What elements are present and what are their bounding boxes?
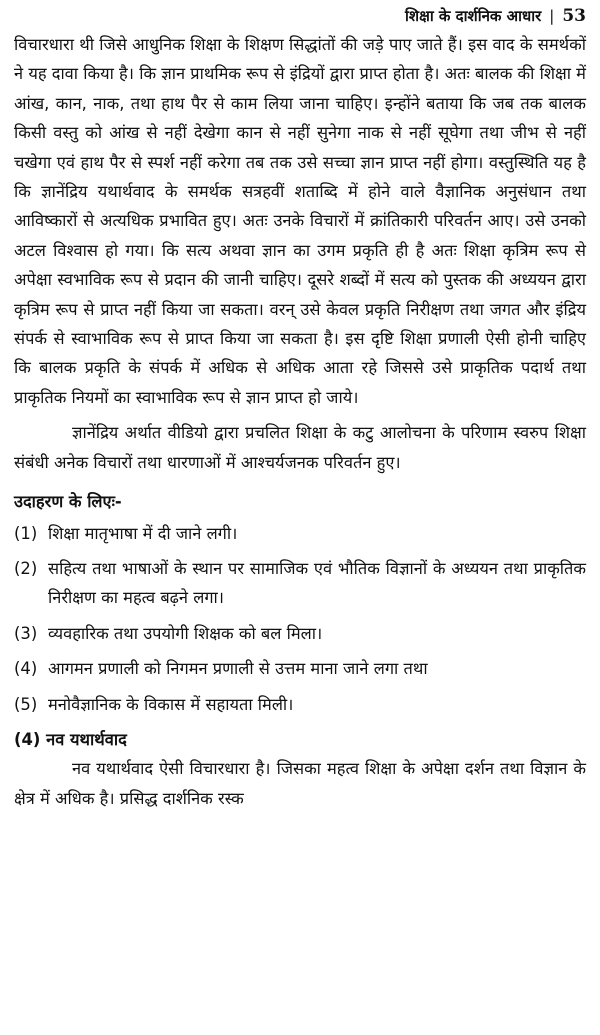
chapter-title: शिक्षा के दार्शनिक आधार: [404, 7, 542, 25]
page-number: 53: [562, 6, 586, 26]
body-paragraph-1: विचारधारा थी जिसे आधुनिक शिक्षा के शिक्षण सिद्धांतों की जड़े पाए जाते हैं। इस वाद के समर्थकों ने यह दावा किया है। कि ज्ञान प्राथमिक रूप से इंद्रियों द्वारा प्राप्त होता है। अतः बालक की शिक्षा में आंख, कान, नाक, तथा हाथ पैर से काम लिया जाना चाहिए। इन्होंने बताया कि जब तक बालक किसी वस्तु को आंख से नहीं देखेगा कान से नहीं सुनेगा नाक से नहीं सूघेगा तथा जीभ से नहीं चखेगा एवं हाथ पैर से स्पर्श नहीं करेगा तब तक उसे सच्चा ज्ञान प्राप्त नहीं होगा। वस्तुस्थिति यह है कि ज्ञानेंद्रिय यथार्थवाद के समर्थक सत्रहवीं शताब्दि में होने वाले वैज्ञानिक अनुसंधान तथा आविष्कारों से अत्यधिक प्रभावित हुए। अतः उनके विचारों में क्रांतिकारी परिवर्तन आए। उसे उनको अटल विश्वास हो गया। कि सत्य अथवा ज्ञान का उगम प्रकृति ही है अतः शिक्षा कृत्रिम रूप से अपेक्षा स्वभाविक रूप से प्रदान की जानी चाहिए। दूसरे शब्दों में सत्य को पुस्तक की अध्ययन द्वारा कृत्रिम रूप से प्राप्त नहीं किया जा सकता। वरन् उसे केवल प्रकृति निरीक्षण तथा जगत और इंद्रिय संपर्क से स्वाभाविक रूप से प्राप्त किया जा सकता है। इस दृष्टि शिक्षा प्रणाली ऐसी होनी चाहिए कि बालक प्रकृति के संपर्क में अधिक से अधिक आता रहे जिससे उसे प्राकृतिक पदार्थ तथा प्राकृतिक नियमों का स्वाभाविक रूप से ज्ञान प्राप्त हो जाये।: [14, 35, 586, 407]
header-separator: |: [549, 7, 555, 25]
list-item: [14, 690, 586, 719]
list-item-text: व्यवहारिक तथा उपयोगी शिक्षक को बल मिला।: [48, 623, 323, 643]
section-paragraph: नव यथार्थवाद ऐसी विचारधारा है। जिसका महत्व शिक्षा के अपेक्षा दर्शन तथा विज्ञान के क्षेत्र में अधिक है। प्रसिद्ध दार्शनिक रस्क: [14, 759, 586, 808]
list-item: [14, 619, 586, 648]
list-item-text: शिक्षा मातृभाषा में दी जाने लगी।: [48, 523, 238, 543]
list-item: [14, 519, 586, 548]
list-item-text: सहित्य तथा भाषाओं के स्थान पर सामाजिक एवं भौतिक विज्ञानों के अध्ययन तथा प्राकृतिक निरीक्षण का महत्व बढ़ने लगा।: [48, 558, 586, 608]
list-item-number: (3): [14, 623, 38, 643]
list-item-number: (5): [14, 694, 38, 714]
list-item-number: (4): [14, 659, 38, 679]
list-item: [14, 554, 586, 613]
list-item-text: मनोवैज्ञानिक के विकास में सहायता मिली।: [48, 694, 294, 714]
running-header: [14, 6, 586, 30]
section-heading: (4) नव यथार्थवाद: [14, 729, 127, 749]
examples-heading: उदाहरण के लिएः-: [14, 492, 122, 512]
list-item: [14, 654, 586, 683]
examples-list: [14, 519, 586, 719]
list-item-text: आगमन प्रणाली को निगमन प्रणाली से उत्तम माना जाने लगा तथा: [48, 659, 428, 679]
list-item-number: (2): [14, 558, 38, 578]
body-paragraph-2: ज्ञानेंद्रिय अर्थात वीडियो द्वारा प्रचलित शिक्षा के कटु आलोचना के परिणाम स्वरुप शिक्षा संबंधी अनेक विचारों तथा धारणाओं में आश्चर्यजनक परिवर्तन हुए।: [14, 423, 586, 472]
list-item-number: (1): [14, 523, 38, 543]
